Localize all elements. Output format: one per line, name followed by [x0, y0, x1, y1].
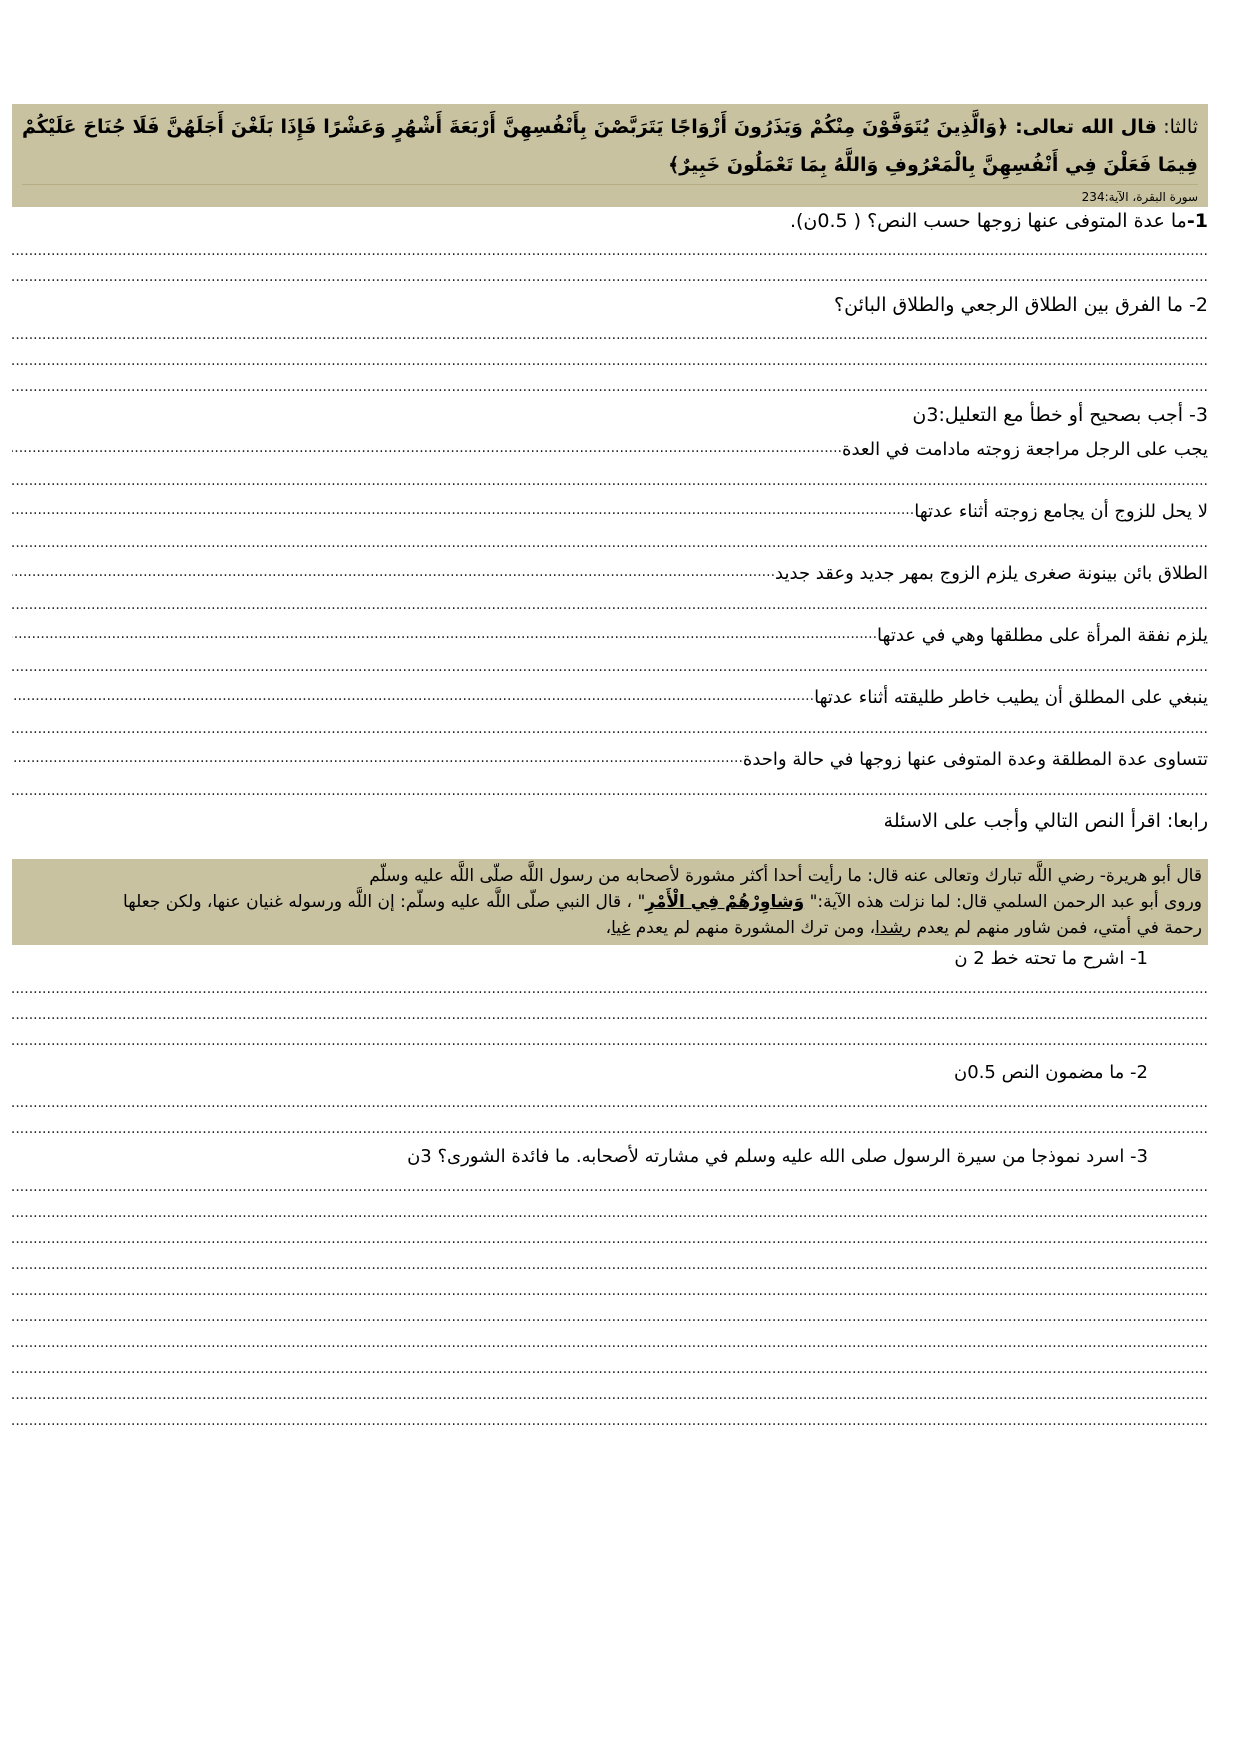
statement-text: لا يحل للزوج أن يجامع زوجته أثناء عدتها: [914, 501, 1208, 522]
answer-line[interactable]: [12, 1405, 1208, 1431]
question-2: 2- ما الفرق بين الطلاق الرجعي والطلاق البائن؟: [834, 294, 1208, 316]
answer-line[interactable]: [12, 589, 1208, 615]
hadith-line-3-mid: ، ومن ترك المشورة منهم لم يعدم: [630, 918, 876, 938]
statement-answer[interactable]: [12, 745, 743, 775]
answer-line[interactable]: [12, 261, 1208, 287]
question-3: 3- أجب بصحيح أو خطأ مع التعليل:3ن: [912, 404, 1208, 426]
hadith-line-3-start: رحمة في أمتي، فمن شاور منهم لم يعدم: [911, 918, 1202, 938]
statement-text: تتساوى عدة المطلقة وعدة المتوفى عنها زوجها في حالة واحدة: [742, 749, 1208, 770]
statement-4: [12, 621, 1208, 651]
verse-source: سورة البقرة، الآية:234: [22, 184, 1198, 207]
answer-line[interactable]: [12, 1249, 1208, 1275]
hadith-line-1: قال أبو هريرة- رضي اللَّه تبارك وتعالى عنه قال: ما رأيت أحدا أكثر مشورة لأصحابه من رسول اللَّه صلّى اللَّه عليه وسلّم: [369, 866, 1202, 886]
hadith-box: [12, 859, 1208, 945]
hadith-verse: وَشاوِرْهُمْ فِي الْأَمْرِ: [645, 892, 805, 912]
q1-number: 1-: [1186, 210, 1208, 232]
answer-line[interactable]: [12, 713, 1208, 739]
statement-1: [12, 435, 1208, 465]
statement-text: يلزم نفقة المرأة على مطلقها وهي في عدتها: [877, 625, 1208, 646]
answer-line[interactable]: [12, 999, 1208, 1025]
answer-line[interactable]: [12, 527, 1208, 553]
answer-line[interactable]: [12, 1223, 1208, 1249]
hadith-line-2-start: وروى أبو عبد الرحمن السلمي قال: لما نزلت هذه الآية:": [804, 892, 1202, 912]
verse-box: [12, 104, 1208, 207]
statement-6: [12, 745, 1208, 775]
statement-5: [12, 683, 1208, 713]
statement-text: ينبغي على المطلق أن يطيب خاطر طليقته أثناء عدتها: [814, 687, 1208, 708]
answer-line[interactable]: [12, 973, 1208, 999]
sub-question-1: 1- اشرح ما تحته خط 2 ن: [954, 948, 1148, 969]
statement-text: يجب على الرجل مراجعة زوجته مادامت في العدة: [842, 439, 1208, 460]
verse-text: ﴿وَالَّذِينَ يُتَوَفَّوْنَ مِنْكُمْ وَيَذَرُونَ أَزْوَاجًا يَتَرَبَّصْنَ بِأَنْفُسِهِنَّ أَرْبَعَةَ أَشْهُرٍ وَعَشْرًا فَإِذَا بَلَغْنَ أَجَلَهُنَّ فَلَا جُنَاحَ عَلَيْكُمْ فِيمَا فَعَلْنَ فِي أَنْفُسِهِنَّ بِالْمَعْرُوفِ وَاللَّهُ بِمَا تَعْمَلُونَ خَبِيرٌ﴾: [22, 116, 1198, 176]
qala-label: قال الله تعالى:: [1008, 116, 1157, 138]
underlined-word-ghay: غيا: [611, 918, 631, 938]
statement-answer[interactable]: [12, 435, 842, 465]
answer-line[interactable]: [12, 1353, 1208, 1379]
answer-line[interactable]: [12, 1025, 1208, 1051]
sub-question-3: 3- اسرد نموذجا من سيرة الرسول صلى الله عليه وسلم في مشارته لأصحابه. ما فائدة الشورى؟ 3ن: [407, 1146, 1148, 1167]
exam-page: [12, 104, 1208, 1431]
answer-line[interactable]: [12, 1327, 1208, 1353]
answer-line[interactable]: [12, 1379, 1208, 1405]
answer-line[interactable]: [12, 371, 1208, 397]
statement-2: [12, 497, 1208, 527]
answer-line[interactable]: [12, 1113, 1208, 1139]
answer-line[interactable]: [12, 235, 1208, 261]
section3-intro: ثالثا:: [1156, 116, 1198, 138]
statement-answer[interactable]: [12, 559, 775, 589]
answer-line[interactable]: [12, 651, 1208, 677]
underlined-word-rushd: رشدا: [875, 918, 912, 938]
statement-text: الطلاق بائن بينونة صغرى يلزم الزوج بمهر جديد وعقد جديد: [775, 563, 1208, 584]
hadith-line-2: [18, 889, 1202, 915]
hadith-line-3: [18, 915, 1202, 941]
statement-answer[interactable]: [12, 683, 814, 713]
verse-paragraph: [22, 108, 1198, 184]
question-1: [12, 207, 1208, 235]
answer-line[interactable]: [12, 775, 1208, 801]
hadith-line-3-end: ،: [605, 918, 612, 938]
answer-line[interactable]: [12, 345, 1208, 371]
sub-question-2: 2- ما مضمون النص 0.5ن: [954, 1062, 1148, 1083]
statement-answer[interactable]: [12, 497, 914, 527]
statement-answer[interactable]: [12, 621, 877, 651]
section4-title: رابعا: اقرأ النص التالي وأجب على الاسئلة: [883, 810, 1208, 832]
answer-line[interactable]: [12, 1087, 1208, 1113]
answer-line[interactable]: [12, 1275, 1208, 1301]
answer-line[interactable]: [12, 1171, 1208, 1197]
answer-line[interactable]: [12, 465, 1208, 491]
answer-line[interactable]: [12, 319, 1208, 345]
statement-3: [12, 559, 1208, 589]
answer-line[interactable]: [12, 1301, 1208, 1327]
hadith-line-2-end: " ، قال النبي صلّى اللَّه عليه وسلّم: إن اللَّه ورسوله غنيان عنها، ولكن جعلها: [123, 892, 646, 912]
answer-line[interactable]: [12, 1197, 1208, 1223]
q1-text: ما عدة المتوفى عنها زوجها حسب النص؟ ( 0.5ن).: [789, 210, 1187, 232]
